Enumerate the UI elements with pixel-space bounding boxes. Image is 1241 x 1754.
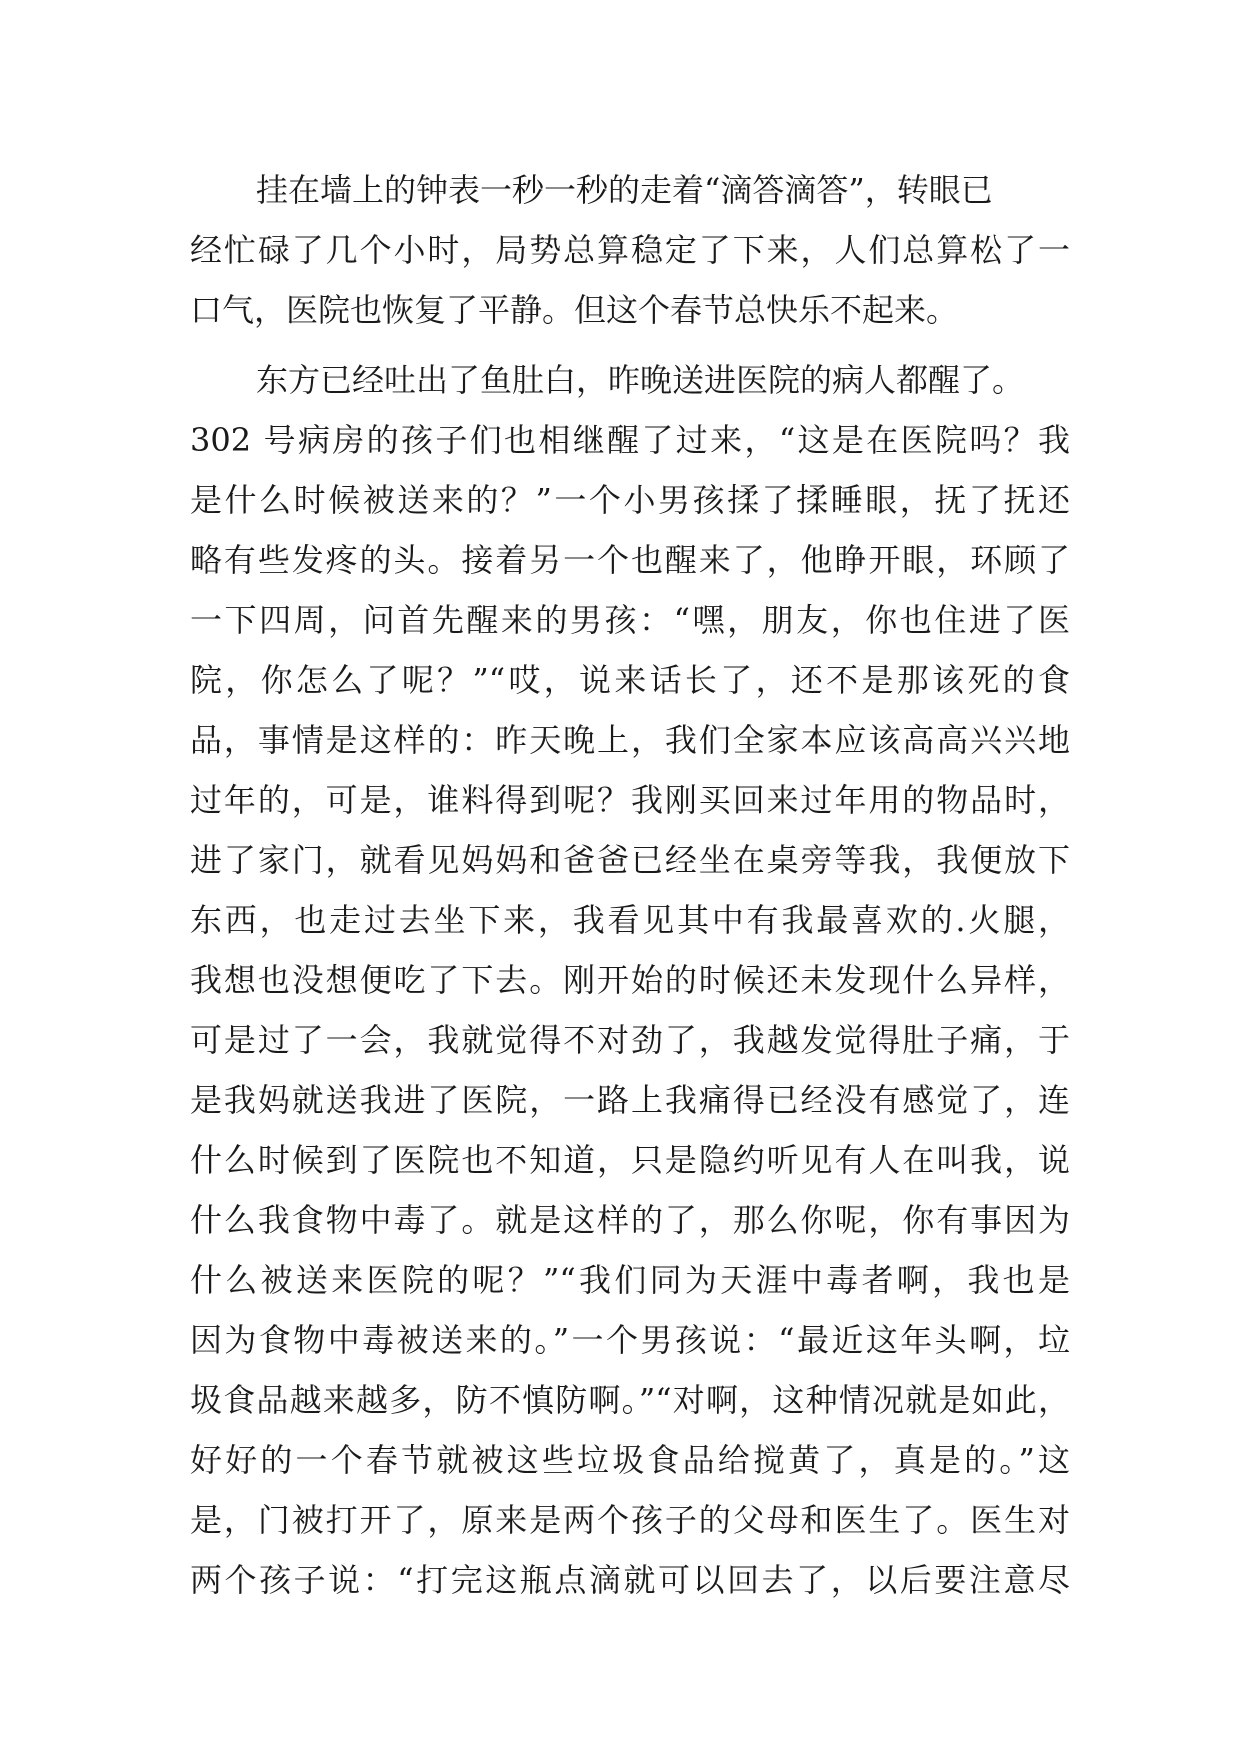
text-line: 圾食品越来越多，防不慎防啊。”“对啊，这种情况就是如此， [190, 1381, 1070, 1419]
text-line: 东方已经吐出了鱼肚白，昨晚送进医院的病人都醒了。 [256, 361, 1025, 399]
text-line: 什么我食物中毒了。就是这样的了，那么你呢，你有事因为 [190, 1201, 1070, 1239]
paragraph-2 [190, 350, 1070, 1610]
text-line: 好好的一个春节就被这些垃圾食品给搅黄了，真是的。”这 [190, 1441, 1070, 1479]
text-line: 因为食物中毒被送来的。”一个男孩说：“最近这年头啊，垃 [190, 1321, 1070, 1359]
text-line: 院，你怎么了呢？”“哎，说来话长了，还不是那该死的食 [190, 661, 1070, 699]
paragraph-spacer [190, 340, 1070, 350]
text-line: 东西，也走过去坐下来，我看见其中有我最喜欢的.火腿， [190, 901, 1070, 939]
text-line: 略有些发疼的头。接着另一个也醒来了，他睁开眼，环顾了 [190, 541, 1070, 579]
text-line: 一下四周，问首先醒来的男孩：“嘿，朋友，你也住进了医 [190, 601, 1070, 639]
text-line: 口气，医院也恢复了平静。但这个春节总快乐不起来。 [190, 291, 959, 329]
text-line: 是，门被打开了，原来是两个孩子的父母和医生了。医生对 [190, 1501, 1070, 1539]
document-body [190, 160, 1070, 1610]
text-line: 可是过了一会，我就觉得不对劲了，我越发觉得肚子痛，于 [190, 1021, 1070, 1059]
text-line: 是我妈就送我进了医院，一路上我痛得已经没有感觉了，连 [190, 1081, 1070, 1119]
text-line: 两个孩子说：“打完这瓶点滴就可以回去了，以后要注意尽 [190, 1561, 1070, 1599]
text-line: 进了家门，就看见妈妈和爸爸已经坐在桌旁等我，我便放下 [190, 841, 1070, 879]
text-line: 经忙碌了几个小时，局势总算稳定了下来，人们总算松了一 [190, 231, 1070, 269]
text-line: 什么时候到了医院也不知道，只是隐约听见有人在叫我，说 [190, 1141, 1070, 1179]
text-line: 过年的，可是，谁料得到呢？我刚买回来过年用的物品时， [190, 781, 1070, 819]
text-line: 挂在墙上的钟表一秒一秒的走着“滴答滴答”，转眼已 [256, 171, 993, 209]
paragraph-1 [190, 160, 1070, 340]
text-line: 品，事情是这样的：昨天晚上，我们全家本应该高高兴兴地 [190, 721, 1070, 759]
text-line: 302 号病房的孩子们也相继醒了过来，“这是在医院吗？我 [190, 421, 1070, 459]
text-line: 我想也没想便吃了下去。刚开始的时候还未发现什么异样， [190, 961, 1070, 999]
text-line: 什么被送来医院的呢？”“我们同为天涯中毒者啊，我也是 [190, 1261, 1070, 1299]
text-line: 是什么时候被送来的？”一个小男孩揉了揉睡眼，抚了抚还 [190, 481, 1070, 519]
